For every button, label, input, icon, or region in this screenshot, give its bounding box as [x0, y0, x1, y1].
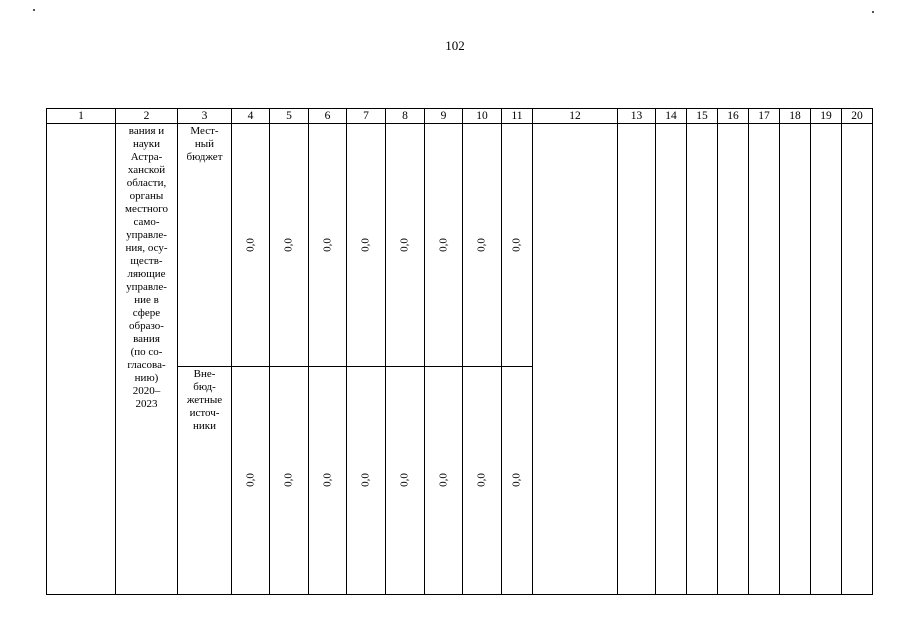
- column-number: 12: [533, 109, 618, 124]
- column-number: 3: [178, 109, 232, 124]
- value-cell: [502, 124, 533, 367]
- column-number: 2: [116, 109, 178, 124]
- column-number: 16: [718, 109, 749, 124]
- value-cell: [232, 124, 270, 367]
- value-text: 0,0: [510, 473, 523, 487]
- executor-text: вания и науки Астра- ханской области, органы местного само- управле- ния, осу- ществ- ляющие управле- ние в сфере образо- вания (по со- гласова- нию) 2020– 2023: [125, 125, 168, 410]
- column-1-cell: [47, 124, 116, 595]
- value-text: 0,0: [282, 473, 295, 487]
- value-text: 0,0: [398, 238, 411, 252]
- value-cell: [232, 367, 270, 595]
- column-12-cell: [533, 124, 618, 595]
- column-number: 1: [47, 109, 116, 124]
- value-cell: [463, 124, 502, 367]
- value-cell: [309, 367, 347, 595]
- value-cell: [270, 367, 309, 595]
- budget-table: [46, 108, 873, 595]
- column-number: 15: [687, 109, 718, 124]
- value-text: 0,0: [475, 238, 488, 252]
- value-text: 0,0: [244, 473, 256, 487]
- local-budget-row: [47, 124, 873, 367]
- column-number: 20: [842, 109, 873, 124]
- column-number: 17: [749, 109, 780, 124]
- value-text: 0,0: [359, 473, 372, 487]
- column-13-cell: [618, 124, 656, 595]
- column-number: 14: [656, 109, 687, 124]
- funding-source-cell: [178, 124, 232, 367]
- column-number: 6: [309, 109, 347, 124]
- executor-cell: [116, 124, 178, 595]
- value-cell: [425, 367, 463, 595]
- value-cell: [386, 124, 425, 367]
- column-number-row: [47, 109, 873, 124]
- funding-source-label: Мест- ный бюджет: [186, 125, 223, 163]
- column-number: 11: [502, 109, 533, 124]
- column-number: 18: [780, 109, 811, 124]
- column-20-cell: [842, 124, 873, 595]
- value-cell: [347, 367, 386, 595]
- value-text: 0,0: [398, 473, 411, 487]
- column-number: 7: [347, 109, 386, 124]
- value-cell: [425, 124, 463, 367]
- funding-source-label: Вне- бюд- жетные источ- ники: [186, 368, 223, 432]
- page-number: 102: [445, 38, 465, 53]
- value-cell: [309, 124, 347, 367]
- column-number: 5: [270, 109, 309, 124]
- column-14-cell: [656, 124, 687, 595]
- value-cell: [463, 367, 502, 595]
- value-text: 0,0: [321, 473, 333, 487]
- value-cell: [270, 124, 309, 367]
- value-text: 0,0: [321, 238, 333, 252]
- column-18-cell: [780, 124, 811, 595]
- column-19-cell: [811, 124, 842, 595]
- value-cell: [347, 124, 386, 367]
- value-cell: [386, 367, 425, 595]
- funding-source-cell: [178, 367, 232, 595]
- column-number: 19: [811, 109, 842, 124]
- column-number: 8: [386, 109, 425, 124]
- value-text: 0,0: [282, 238, 295, 252]
- column-number: 13: [618, 109, 656, 124]
- value-text: 0,0: [510, 238, 523, 252]
- column-number: 10: [463, 109, 502, 124]
- column-15-cell: [687, 124, 718, 595]
- value-text: 0,0: [437, 238, 449, 252]
- column-number: 9: [425, 109, 463, 124]
- value-cell: [502, 367, 533, 595]
- column-17-cell: [749, 124, 780, 595]
- value-text: 0,0: [244, 238, 256, 252]
- value-text: 0,0: [475, 473, 488, 487]
- scan-speck: [872, 11, 874, 13]
- scan-speck: [33, 9, 35, 11]
- value-text: 0,0: [359, 238, 372, 252]
- value-text: 0,0: [437, 473, 449, 487]
- column-16-cell: [718, 124, 749, 595]
- column-number: 4: [232, 109, 270, 124]
